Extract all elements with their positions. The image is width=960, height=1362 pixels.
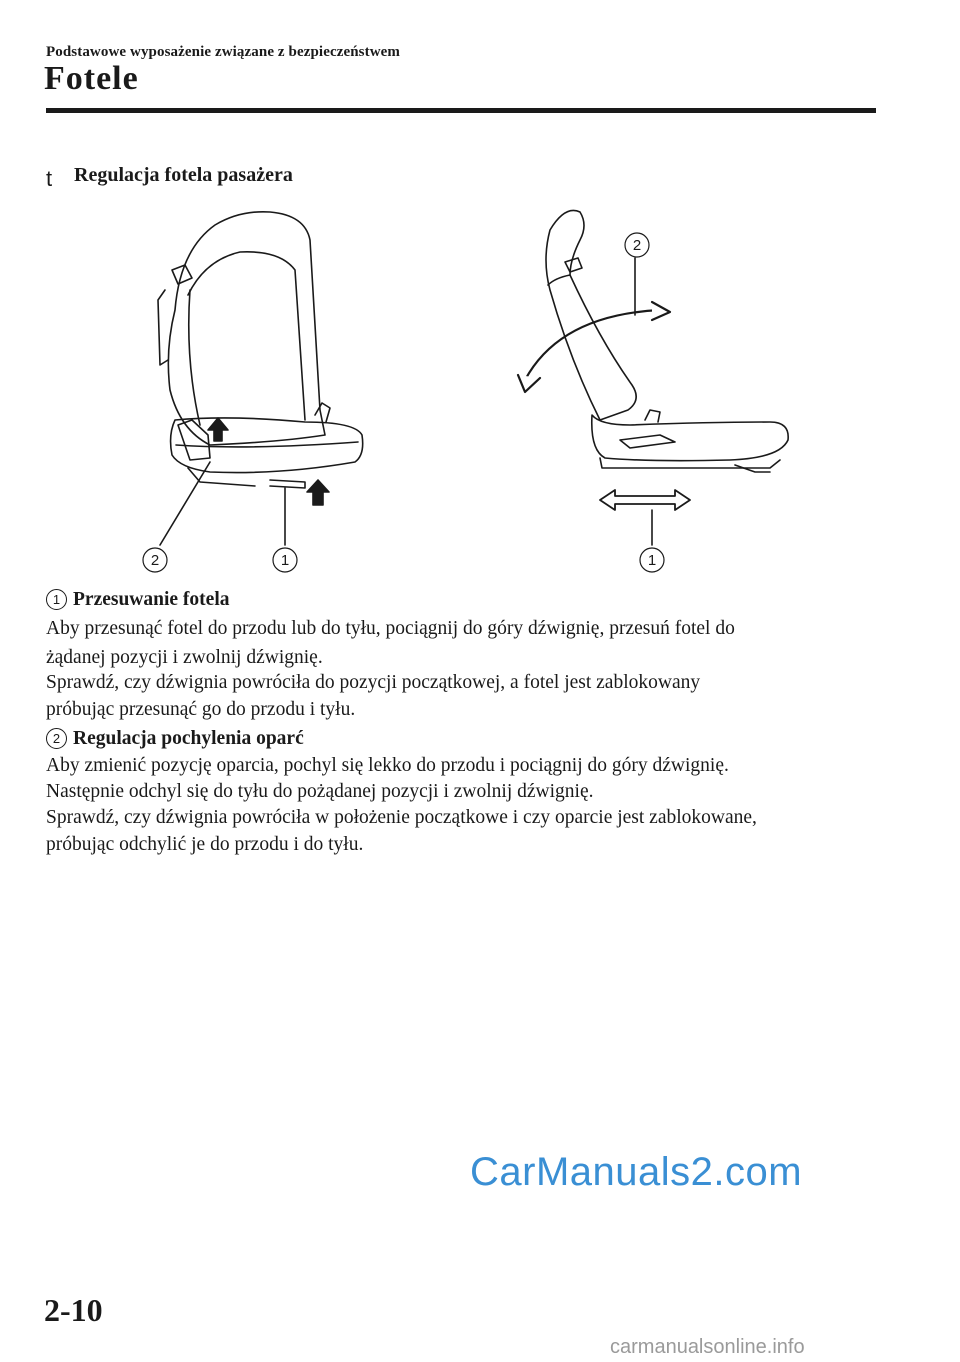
item-2-line-1: Aby zmienić pozycję oparcia, pochyl się lekko do przodu i pociągnij do góry dźwignię. [46, 755, 729, 776]
item-1-line-4: próbując przesunąć go do przodu i tyłu. [46, 699, 356, 720]
page-title: Fotele [44, 60, 139, 97]
subheading: Regulacja fotela pasażera [74, 164, 293, 186]
callout-left-1-label: 1 [280, 552, 290, 569]
item-1-number: 1 [46, 589, 67, 610]
item-1-line-2: żądanej pozycji i zwolnij dźwignię. [46, 647, 323, 668]
item-1-line-3: Sprawdź, czy dźwignia powróciła do pozycji początkowej, a fotel jest zablokowany [46, 672, 701, 693]
item-2-number: 2 [46, 728, 67, 749]
item-1-title: Przesuwanie fotela [73, 589, 230, 610]
item-1-heading [46, 585, 230, 614]
section-label: Podstawowe wyposażenie związane z bezpieczeństwem [46, 44, 400, 60]
page-number: 2-10 [44, 1292, 103, 1328]
item-2-heading [46, 724, 304, 753]
item-2-line-2: Następnie odchyl się do tyłu do pożądanej pozycji i zwolnij dźwignię. [46, 781, 594, 802]
item-2-title: Regulacja pochylenia oparć [73, 728, 304, 749]
item-2-line-4: próbując odchylić je do przodu i do tyłu. [46, 834, 364, 855]
footer-url[interactable]: carmanualsonline.info [610, 1336, 805, 1358]
seat-adjustment-illustration [130, 200, 810, 585]
watermark: CarManuals2.com [470, 1150, 803, 1194]
side-seat-drawing [518, 210, 788, 545]
callout-right-2-label: 2 [632, 237, 642, 254]
front-seat-drawing [158, 212, 363, 545]
heading-marker: t [46, 166, 53, 191]
callout-left-2-label: 2 [150, 552, 160, 569]
item-2-line-3: Sprawdź, czy dźwignia powróciła w położenie początkowe i czy oparcie jest zablokowane, [46, 807, 757, 828]
item-1-line-1: Aby przesunąć fotel do przodu lub do tyłu, pociągnij do góry dźwignię, przesuń fotel do [46, 618, 735, 639]
title-divider [46, 108, 876, 113]
callout-right-1-label: 1 [647, 552, 657, 569]
